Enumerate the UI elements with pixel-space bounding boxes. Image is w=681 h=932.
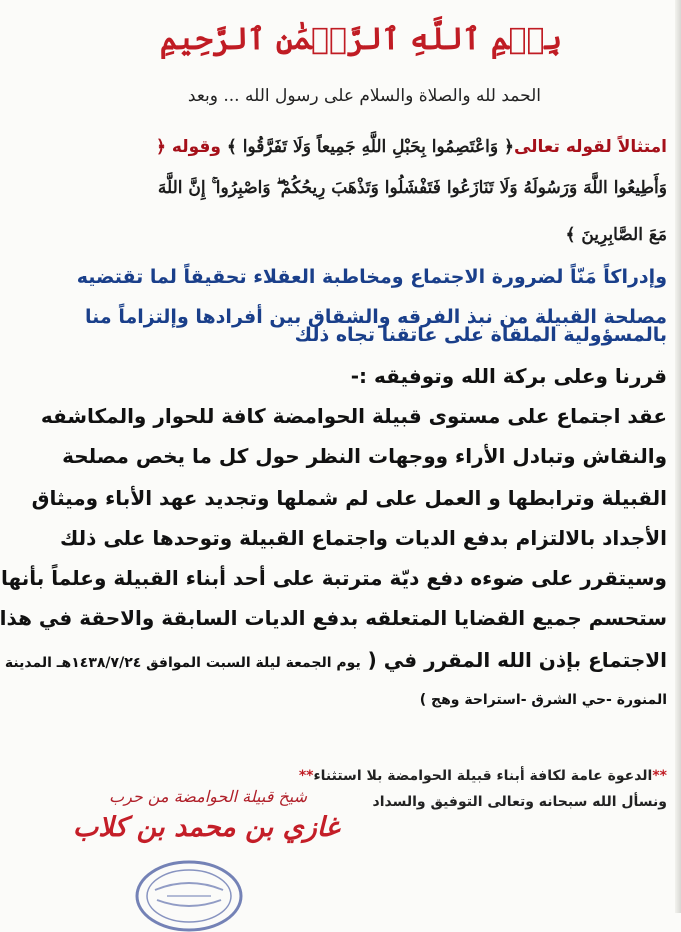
body-line: ستحسم جميع القضايا المتعلقه بدفع الديات السابقة والاحقة في هذا: [0, 606, 667, 630]
body-line: القبيلة وترابطها و العمل على لم شملها وتجديد عهد الأباء وميثاق: [31, 486, 667, 510]
quran-verse-2: وَأَطِيعُوا اللَّهَ وَرَسُولَهُ وَلَا تَنَازَعُوا فَتَفْشَلُوا وَتَذْهَبَ رِيحُكُمْ ۖ وَاصْبِرُوا ۚ إِنَّ اللَّهَ: [157, 178, 667, 198]
basmala-heading: بِسۡمِ ٱللَّهِ ٱلرَّحۡمَٰنِ ٱلرَّحِيمِ: [159, 22, 563, 57]
body-line: والنقاش وتبادل الأراء ووجهات النظر حول كل ما يخص مصلحة: [62, 444, 667, 468]
hamd-line: الحمد لله والصلاة والسلام على رسول الله ... وبعد: [187, 86, 541, 106]
blue-paragraph-line: بالمسؤولية الملقاة على عاتقنا تجاه ذلك: [294, 324, 667, 346]
quran-verse-3: مَعَ الصَّابِرِينَ ﴾: [565, 225, 667, 245]
invitation-stars-end: **: [298, 768, 314, 784]
meeting-line-main: الاجتماع بإذن الله المقرر في (: [360, 648, 667, 672]
signature-name: غازي بن محمد بن كلاب: [72, 812, 340, 843]
prayer-line: ونسأل الله سبحانه وتعالى التوفيق والسداد: [372, 794, 667, 810]
invitation-text: الدعوة عامة لكافة أبناء قبيلة الحوامضة بلا استثناء: [313, 768, 653, 784]
page-edge-shadow: [675, 0, 681, 913]
decision-line: قررنا وعلى بركة الله وتوفيقه :-: [350, 364, 667, 388]
blue-paragraph-line: وإدراكاً مَنّاً لضرورة الاجتماع ومخاطبة العقلاء تحقيقاً لما تقتضيه: [76, 266, 667, 288]
invitation-line: [49, 768, 667, 784]
quran-line-1: [49, 136, 667, 157]
meeting-date-line: [4, 648, 667, 672]
official-stamp-seal: [133, 846, 245, 932]
body-line: وسيتقرر على ضوءه دفع ديّة مترتبة على أحد أبناء القبيلة وعلماً بأنها: [1, 566, 667, 590]
blue-paragraph-line: مصلحة القبيلة من نبذ الفرقه والشقاق بين أفرادها وإلتزاماً منا: [85, 306, 667, 328]
body-line: الأجداد بالالتزام بدفع الديات واجتماع القبيلة وتوحدها على ذلك: [59, 526, 667, 550]
quran-intro: امتثالاً لقوله تعالى: [513, 137, 667, 157]
signature-title: شيخ قبيلة الحوامضة من حرب: [109, 787, 307, 806]
quran-connector: وقوله ﴿: [156, 137, 227, 157]
body-line: عقد اجتماع على مستوى قبيلة الحوامضة كافة للحوار والمكاشفه: [40, 404, 667, 428]
quran-line-2: [49, 178, 667, 198]
meeting-line-date: يوم الجمعة ليلة السبت الموافق ١٤٣٨/٧/٢٤هـ المدينة: [4, 655, 361, 671]
meeting-location: المنورة -حي الشرق -استراحة وهج ): [419, 692, 667, 708]
invitation-stars: **: [652, 768, 667, 784]
quran-line-3: [49, 224, 667, 245]
quran-verse-1: ﴿ وَاعْتَصِمُوا بِحَبْلِ اللَّهِ جَمِيعاً وَلَا تَفَرَّقُوا ﴾: [226, 137, 514, 157]
